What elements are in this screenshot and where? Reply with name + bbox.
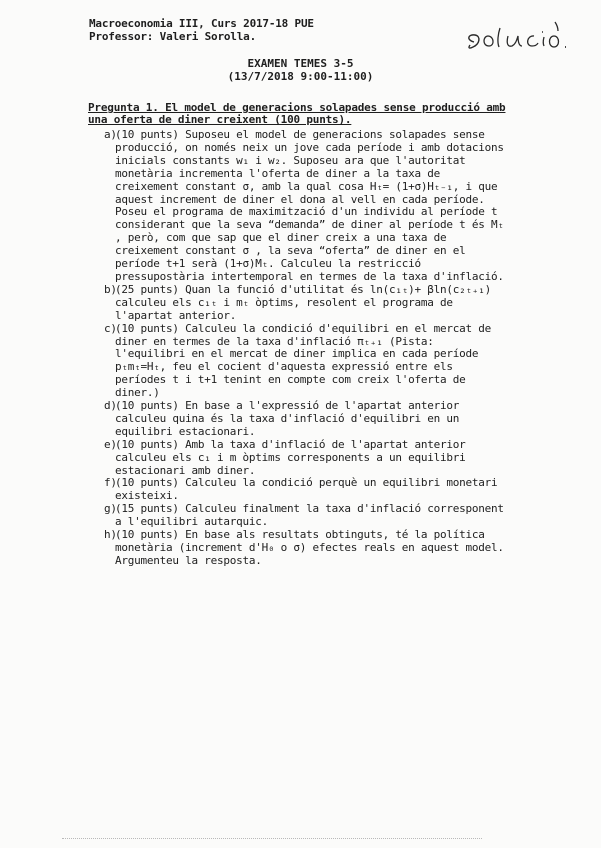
question-items: [88, 129, 510, 568]
question-item-c: [88, 323, 510, 400]
course-header: [89, 17, 314, 43]
item-label: a): [104, 128, 117, 141]
scan-bottom-edge: [62, 838, 482, 839]
item-label: b): [104, 282, 117, 296]
item-text: (10 punts) En base als resultats obtinguts, té la política monetària (increment d'H₀ o σ) efectes reals en aquest model. Argumenteu la resposta.: [115, 528, 504, 567]
question-item-h: [88, 529, 510, 568]
question-item-e: [88, 439, 510, 478]
item-label: f): [104, 476, 117, 490]
question-item-b: [88, 284, 510, 323]
item-text: (15 punts) Calculeu finalment la taxa d'inflació corresponent a l'equilibri autarquic.: [115, 502, 504, 529]
handwritten-note-text: solució: [462, 14, 467, 15]
question-item-d: [88, 400, 510, 439]
item-text: (10 punts) Calculeu la condició perquè un equilibri monetari existeixi.: [115, 476, 498, 503]
item-label: h): [104, 528, 117, 542]
question-title: Pregunta 1. El model de generacions solapades sense producció amb una oferta de diner creixent (100 punts).: [88, 101, 506, 126]
professor-line: Professor: Valeri Sorolla.: [89, 30, 256, 43]
item-text: (10 punts) Amb la taxa d'inflació de l'apartat anterior calculeu els c₁ i m òptims corresponents a un equilibri estacionari amb diner.: [115, 437, 466, 477]
question-item-a: [88, 129, 510, 284]
item-text: (25 punts) Quan la funció d'utilitat és ln(c₁ₜ)+ βln(c₂ₜ₊₁) calculeu els c₁ₜ i mₜ òptims, resolent el programa de l'apartat anterior.: [115, 282, 491, 322]
exam-title: EXAMEN TEMES 3-5: [247, 57, 354, 70]
item-label: c): [104, 321, 117, 335]
item-label: g): [104, 502, 117, 516]
exam-date: (13/7/2018 9:00-11:00): [227, 70, 374, 83]
question-item-g: [88, 503, 510, 529]
handwritten-solucio-note: [462, 14, 572, 60]
question-item-f: [88, 477, 510, 503]
item-text: (10 punts) En base a l'expressió de l'apartat anterior calculeu quina és la taxa d'inflació d'equilibri en un equilibri estacionari.: [115, 399, 460, 438]
item-text: (10 punts) Calculeu la condició d'equilibri en el mercat de diner en termes de la taxa d'inflació πₜ₊₁ (Pista: l'equilibri en el mercat de diner implica en cada període pₜmₜ=Hₜ, feu el cocient d'aquesta expressió entre els períodes t i t+1 tenint en compte com creix l'oferta de diner.): [115, 321, 491, 400]
item-label: d): [104, 399, 117, 413]
item-label: e): [104, 437, 117, 451]
course-line: Macroeconomia III, Curs 2017-18 PUE: [89, 17, 314, 30]
item-text: (10 punts) Suposeu el model de generacions solapades sense producció, on només neix un jove cada període i amb dotacions inicials constants w₁ i w₂. Suposeu ara que l'autoritat monetària incrementa l'oferta de diner a la taxa de creixement constant σ, amb la qual cosa Hₜ= (1+σ)Hₜ₋₁, i que aquest increment de diner el dona al vell en cada període. Poseu el programa de maximització d'un individu al període t considerant que la seva “demanda” de diner al període t és Mₜ , però, com que sap que el diner creix a una taxa de creixement constant σ , la seva “oferta” de diner en el període t+1 serà (1+σ)Mₜ. Calculeu la restricció pressupostària intertemporal en termes de la taxa d'inflació.: [115, 128, 504, 283]
